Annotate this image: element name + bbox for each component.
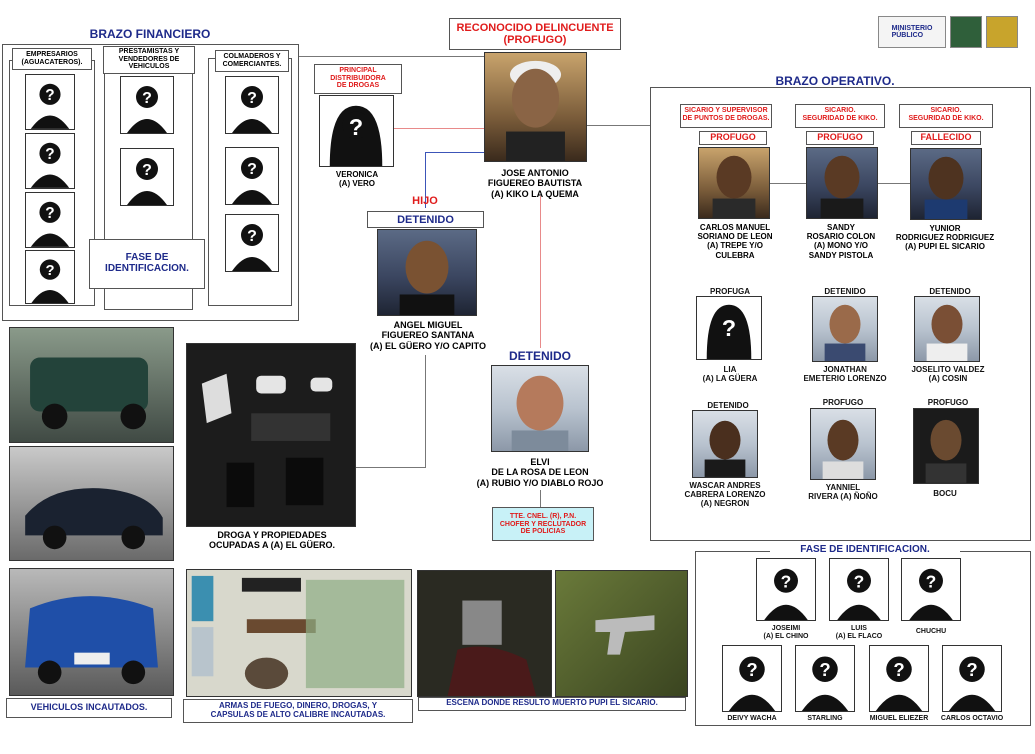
- svg-text:?: ?: [247, 90, 257, 107]
- unknown-person-photo: [225, 147, 279, 205]
- operative-photo: [698, 147, 770, 219]
- leader-status: RECONOCIDO DELINCUENTE (PROFUGO): [449, 18, 621, 50]
- financial-col3-label: COLMADEROS Y COMERCIANTES.: [215, 50, 289, 72]
- ministerio-publico-logo: MINISTERIO PÚBLICO: [878, 16, 946, 48]
- seized-vehicle-photo: [9, 446, 174, 561]
- svg-text:?: ?: [45, 87, 55, 105]
- operative-name: SANDY ROSARIO COLON (A) MONO Y/O SANDY PISTOLA: [806, 223, 876, 260]
- dncd-shield-icon: [986, 16, 1018, 48]
- drugs-caption: DROGA Y PROPIEDADES OCUPADAS A (A) EL GÜERO.: [208, 530, 335, 551]
- weapons-caption: ARMAS DE FUEGO, DINERO, DROGAS, Y CAPSULAS DE ALTO CALIBRE INCAUTADAS.: [183, 699, 413, 723]
- operative-photo: [810, 408, 876, 480]
- unknown-person-photo: [120, 148, 174, 206]
- son-relation: HIJO: [412, 195, 438, 207]
- operative-photo: [806, 147, 878, 219]
- unidentified-name: DEIVY WACHA: [727, 715, 777, 722]
- unknown-person-photo: [901, 558, 961, 621]
- unidentified-name: JOSEIMI (A) EL CHINO: [763, 625, 809, 640]
- connector-line: [540, 490, 541, 508]
- unidentified-name: LUIS (A) EL FLACO: [835, 625, 883, 640]
- unknown-person-photo: [120, 76, 174, 134]
- unknown-person-photo: [829, 558, 889, 621]
- connector-line: [299, 56, 485, 57]
- operative-status: DETENIDO: [707, 401, 749, 410]
- svg-text:?: ?: [746, 659, 758, 681]
- operative-name: WASCAR ANDRES CABRERA LORENZO (A) NEGRON: [684, 481, 766, 508]
- operative-name: LIA (A) LA GÜERA: [702, 365, 758, 383]
- son-name: ANGEL MIGUEL FIGUEREO SANTANA (A) EL GÜERO Y/O CAPITO: [369, 320, 486, 351]
- svg-text:?: ?: [348, 113, 364, 140]
- operative-name: BOCU: [933, 489, 957, 498]
- leader-name: JOSE ANTONIO FIGUEREO BAUTISTA (A) KIKO LA QUEMA: [487, 168, 583, 199]
- svg-text:?: ?: [45, 205, 55, 223]
- elvi-status: DETENIDO: [508, 349, 571, 363]
- unknown-person-photo: [25, 192, 75, 248]
- connector-line: [540, 196, 541, 348]
- svg-text:?: ?: [247, 228, 257, 245]
- operative-name: YANNIEL RIVERA (A) ÑOÑO: [808, 483, 878, 501]
- financial-col1-label: EMPRESARIOS (AGUACATEROS).: [12, 48, 92, 70]
- unknown-person-photo: [25, 74, 75, 130]
- operative-status: FALLECIDO: [911, 131, 981, 145]
- operative-status: PROFUGA: [710, 287, 750, 296]
- crime-scene-photo: [417, 570, 552, 697]
- son-photo: [377, 229, 477, 316]
- operative-name: YUNIOR RODRIGUEZ RODRIGUEZ (A) PUPI EL SICARIO: [895, 224, 995, 252]
- vehicles-caption: VEHICULOS INCAUTADOS.: [6, 698, 172, 718]
- svg-text:?: ?: [925, 571, 937, 592]
- svg-text:?: ?: [721, 314, 737, 341]
- seized-weapons-photo: [186, 569, 412, 697]
- operative-status: PROFUGO: [806, 131, 874, 145]
- unidentified-name: CHUCHU: [915, 628, 947, 635]
- unidentified-name: STARLING: [807, 715, 843, 722]
- connector-line: [587, 125, 650, 126]
- son-status: DETENIDO: [367, 211, 484, 228]
- connector-line: [425, 355, 426, 467]
- unknown-person-photo: [696, 296, 762, 360]
- operational-arm-title: BRAZO OPERATIVO.: [775, 74, 895, 88]
- elvi-name: ELVI DE LA ROSA DE LEON (A) RUBIO Y/O DIABLO ROJO: [476, 457, 604, 488]
- svg-text:?: ?: [893, 659, 905, 681]
- operative-role: SICARIO. SEGURIDAD DE KIKO.: [795, 104, 885, 128]
- svg-text:?: ?: [819, 659, 831, 681]
- svg-text:?: ?: [966, 659, 978, 681]
- svg-text:?: ?: [780, 571, 792, 592]
- elvi-role: TTE. CNEL. (R), P.N. CHOFER Y RECLUTADOR DE POLICIAS: [492, 507, 594, 541]
- veronica-photo: [319, 95, 394, 167]
- svg-text:?: ?: [45, 263, 55, 280]
- identification-title: FASE DE IDENTIFICACION.: [770, 544, 960, 556]
- svg-text:?: ?: [247, 161, 257, 178]
- operative-name: CARLOS MANUEL SORIANO DE LEON (A) TREPE Y/O CULEBRA: [697, 223, 773, 260]
- svg-text:?: ?: [45, 146, 55, 164]
- operative-photo: [692, 410, 758, 478]
- unknown-person-photo: [25, 133, 75, 189]
- operative-photo: [812, 296, 878, 362]
- scene-caption: ESCENA DONDE RESULTO MUERTO PUPI EL SICARIO.: [418, 697, 686, 711]
- operative-status: PROFUGO: [927, 398, 969, 407]
- financial-phase-label: FASE DE IDENTIFICACION.: [89, 239, 205, 289]
- operative-photo: [913, 408, 979, 484]
- connector-line: [425, 152, 485, 153]
- financial-col2-label: PRESTAMISTAS Y VENDEDORES DE VEHICULOS: [103, 46, 195, 74]
- operative-name: JOSELITO VALDEZ (A) COSIN: [911, 365, 985, 383]
- connector-line: [392, 128, 484, 129]
- seized-vehicle-photo: [9, 568, 174, 696]
- operative-role: SICARIO. SEGURIDAD DE KIKO.: [899, 104, 993, 128]
- unidentified-name: CARLOS OCTAVIO: [940, 715, 1004, 722]
- operative-photo: [910, 148, 982, 220]
- police-shield-icon: [950, 16, 982, 48]
- unknown-person-photo: [225, 214, 279, 272]
- leader-photo: [484, 52, 587, 162]
- connector-line: [878, 183, 910, 184]
- operative-status: DETENIDO: [824, 287, 866, 296]
- unknown-person-photo: [942, 645, 1002, 712]
- unknown-person-photo: [25, 250, 75, 304]
- unknown-person-photo: [756, 558, 816, 621]
- svg-text:?: ?: [142, 90, 152, 107]
- connector-line: [355, 467, 426, 468]
- svg-text:?: ?: [853, 571, 865, 592]
- connector-line: [770, 183, 806, 184]
- elvi-photo: [491, 365, 589, 452]
- veronica-name: VERONICA (A) VERO: [335, 170, 379, 189]
- svg-text:?: ?: [142, 162, 152, 179]
- operative-status: PROFUGO: [822, 398, 864, 407]
- operative-status: DETENIDO: [929, 287, 971, 296]
- operative-status: PROFUGO: [699, 131, 767, 145]
- unknown-person-photo: [225, 76, 279, 134]
- operative-photo: [914, 296, 980, 362]
- operative-role: SICARIO Y SUPERVISOR DE PUNTOS DE DROGAS.: [680, 104, 772, 128]
- financial-arm-title: BRAZO FINANCIERO: [89, 27, 211, 41]
- unknown-person-photo: [869, 645, 929, 712]
- seized-vehicle-photo: [9, 327, 174, 443]
- veronica-role: PRINCIPAL DISTRIBUIDORA DE DROGAS: [314, 64, 402, 94]
- operative-name: JONATHAN EMETERIO LORENZO: [803, 365, 887, 383]
- seized-drugs-photo: [186, 343, 356, 527]
- unknown-person-photo: [795, 645, 855, 712]
- crime-scene-gun-photo: [555, 570, 688, 697]
- unknown-person-photo: [722, 645, 782, 712]
- unidentified-name: MIGUEL ELIEZER: [869, 715, 929, 722]
